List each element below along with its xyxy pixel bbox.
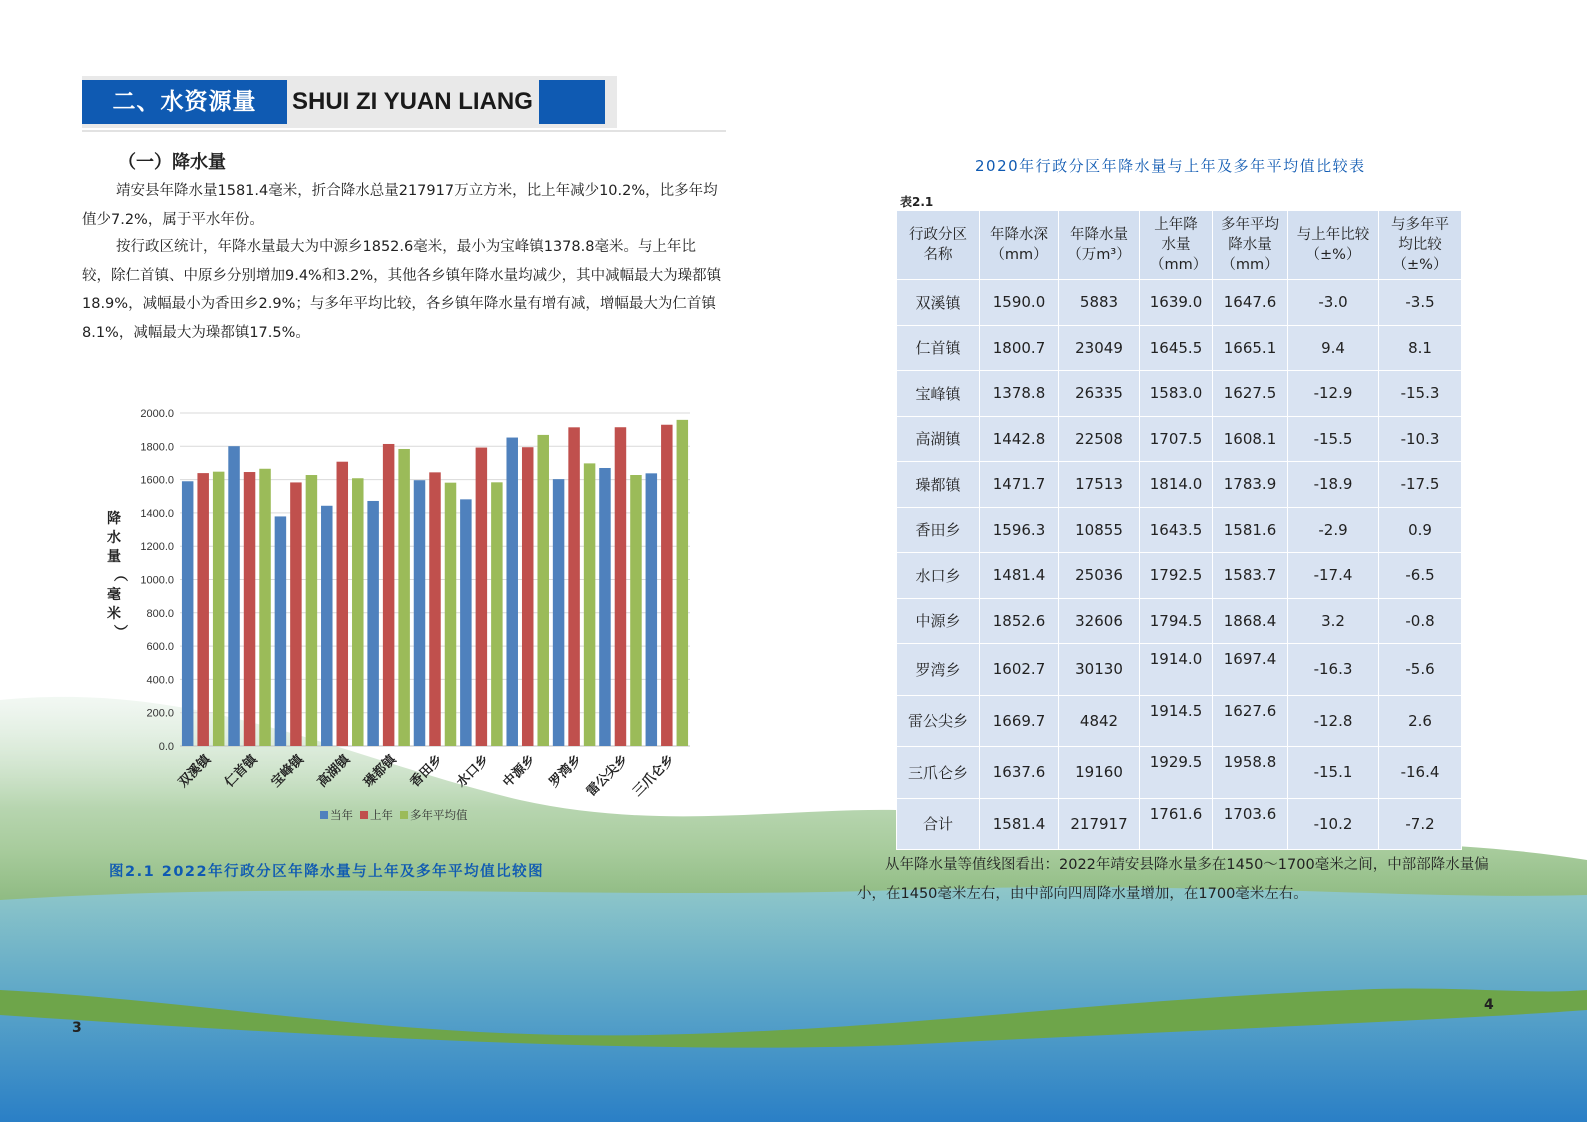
table-cell: 1929.5 xyxy=(1140,747,1213,799)
y-tick-label: 1400.0 xyxy=(140,507,174,520)
table-row xyxy=(897,371,1462,417)
table-cell: -16.4 xyxy=(1379,747,1462,799)
table-cell: 22508 xyxy=(1059,416,1140,462)
table-cell: -3.5 xyxy=(1379,280,1462,326)
table-row xyxy=(897,325,1462,371)
table-cell: -10.2 xyxy=(1288,798,1379,850)
table-cell: 8.1 xyxy=(1379,325,1462,371)
table-cell: -2.9 xyxy=(1288,507,1379,553)
legend-swatch xyxy=(320,811,328,819)
table-cell: 1602.7 xyxy=(980,644,1059,696)
table-row xyxy=(897,695,1462,747)
bar-last-year xyxy=(197,473,209,746)
table-cell: 1639.0 xyxy=(1140,280,1213,326)
table-cell: 23049 xyxy=(1059,325,1140,371)
table-cell: 香田乡 xyxy=(897,507,980,553)
paragraph-district-stats: 按行政区统计，年降水量最大为中源乡1852.6毫米，最小为宝峰镇1378.8毫米。与上年比较，除仁首镇、中原乡分别增加9.4%和3.2%，其他各乡镇年降水量均减少，其中减幅最大为璪都镇18.9%，减幅最小为香田乡2.9%；与多年平均比较，各乡镇年降水量有增有减，增幅最大为仁首镇8.1%，减幅最大为璪都镇17.5%。 xyxy=(82,239,722,341)
table-cell: 1852.6 xyxy=(980,598,1059,644)
col-header-vs-average: 与多年平均比较（±%） xyxy=(1379,211,1462,280)
table-cell: 1665.1 xyxy=(1213,325,1288,371)
x-category-label: 雷公尖乡 xyxy=(583,752,632,800)
chart-caption: 图2.1 2022年行政分区年降水量与上年及多年平均值比较图 xyxy=(109,864,545,880)
bar-current xyxy=(367,501,379,746)
table-cell: 1958.8 xyxy=(1213,747,1288,799)
col-header-multi-year: 多年平均降水量（mm） xyxy=(1213,211,1288,280)
table-cell: 19160 xyxy=(1059,747,1140,799)
bar-current xyxy=(460,499,472,746)
table-cell: 4842 xyxy=(1059,695,1140,747)
bar-average xyxy=(352,478,364,746)
table-cell: -6.5 xyxy=(1379,553,1462,599)
precipitation-table xyxy=(896,210,1462,850)
table-number: 表2.1 xyxy=(900,195,934,209)
table-cell: 三爪仑乡 xyxy=(897,747,980,799)
table-cell: -7.2 xyxy=(1379,798,1462,850)
table-title: 2020年行政分区年降水量与上年及多年平均值比较表 xyxy=(975,157,1366,175)
table-cell: 30130 xyxy=(1059,644,1140,696)
bar-average xyxy=(259,469,271,746)
bar-average xyxy=(677,420,689,746)
bar-average xyxy=(537,435,549,746)
table-cell: -3.0 xyxy=(1288,280,1379,326)
y-tick-label: 1600.0 xyxy=(140,474,174,487)
banner-title-cn: 二、水资源量 xyxy=(82,80,287,124)
bar-current xyxy=(553,479,565,746)
table-row xyxy=(897,747,1462,799)
bar-last-year xyxy=(476,448,488,746)
bar-average xyxy=(398,449,410,746)
table-cell: 高湖镇 xyxy=(897,416,980,462)
page-number-left: 3 xyxy=(72,1020,82,1036)
bar-current xyxy=(646,473,658,746)
bar-average xyxy=(584,463,596,746)
table-cell: -12.9 xyxy=(1288,371,1379,417)
table-cell: 1914.0 xyxy=(1140,644,1213,696)
table-row xyxy=(897,553,1462,599)
x-category-label: 双溪镇 xyxy=(175,752,215,791)
table-cell: 雷公尖乡 xyxy=(897,695,980,747)
table-cell: -10.3 xyxy=(1379,416,1462,462)
col-header-last-year: 上年降水量（mm） xyxy=(1140,211,1213,280)
table-cell: 9.4 xyxy=(1288,325,1379,371)
y-tick-label: 2000.0 xyxy=(140,408,174,420)
bar-current xyxy=(275,516,287,746)
table-row xyxy=(897,280,1462,326)
table-row xyxy=(897,462,1462,508)
table-cell: -0.8 xyxy=(1379,598,1462,644)
legend-label: 上年 xyxy=(370,808,393,822)
section-title: （一）降水量 xyxy=(118,152,226,173)
bottom-paragraph: 从年降水量等值线图看出：2022年靖安县降水量多在1450～1700毫米之间，中部部降水量偏小，在1450毫米左右，由中部向四周降水量增加，在1700毫米左右。 xyxy=(857,857,1489,902)
table-row xyxy=(897,598,1462,644)
paragraph-summary: 靖安县年降水量1581.4毫米，折合降水总量217917万立方米，比上年减少10.2%，比多年均值少7.2%，属于平水年份。 xyxy=(82,183,718,228)
y-tick-label: 1800.0 xyxy=(140,441,174,454)
table-cell: 1442.8 xyxy=(980,416,1059,462)
y-tick-label: 800.0 xyxy=(146,607,174,620)
table-row xyxy=(897,416,1462,462)
banner-divider xyxy=(82,130,726,132)
y-axis-label: 降水量︵毫米︶ xyxy=(107,511,128,641)
bar-average xyxy=(445,483,457,746)
table-cell: 17513 xyxy=(1059,462,1140,508)
x-category-label: 仁首镇 xyxy=(222,752,261,791)
table-cell: 1707.5 xyxy=(1140,416,1213,462)
precipitation-bar-chart xyxy=(100,398,720,838)
col-header-depth: 年降水深（mm） xyxy=(980,211,1059,280)
bar-current xyxy=(506,438,518,746)
table-total-row xyxy=(897,798,1462,850)
bar-current xyxy=(182,481,194,746)
y-tick-label: 1000.0 xyxy=(140,574,174,587)
bar-current xyxy=(414,480,426,746)
table-cell: -15.5 xyxy=(1288,416,1379,462)
bar-current xyxy=(599,468,611,746)
table-cell: 1868.4 xyxy=(1213,598,1288,644)
bar-last-year xyxy=(383,444,395,746)
table-cell: 合计 xyxy=(897,798,980,850)
table-row xyxy=(897,507,1462,553)
bar-last-year xyxy=(337,462,349,746)
table-cell: 1669.7 xyxy=(980,695,1059,747)
x-category-label: 中源乡 xyxy=(500,752,539,791)
table-cell: 仁首镇 xyxy=(897,325,980,371)
table-cell: 3.2 xyxy=(1288,598,1379,644)
table-cell: 1596.3 xyxy=(980,507,1059,553)
table-cell: 217917 xyxy=(1059,798,1140,850)
table-cell: 中源乡 xyxy=(897,598,980,644)
table-cell: 1481.4 xyxy=(980,553,1059,599)
table-cell: 5883 xyxy=(1059,280,1140,326)
x-category-label: 高湖镇 xyxy=(314,752,354,791)
bar-last-year xyxy=(661,425,673,746)
table-cell: 10855 xyxy=(1059,507,1140,553)
table-cell: 0.9 xyxy=(1379,507,1462,553)
page-number-right: 4 xyxy=(1484,997,1494,1013)
col-header-vs-last-year: 与上年比较（±%） xyxy=(1288,211,1379,280)
table-cell: 1794.5 xyxy=(1140,598,1213,644)
table-cell: 1703.6 xyxy=(1213,798,1288,850)
x-category-label: 宝峰镇 xyxy=(268,752,307,791)
bar-last-year xyxy=(290,482,302,746)
table-cell: 宝峰镇 xyxy=(897,371,980,417)
y-tick-label: 600.0 xyxy=(146,641,174,654)
table-cell: 双溪镇 xyxy=(897,280,980,326)
y-tick-label: 0.0 xyxy=(158,741,174,753)
bar-last-year xyxy=(244,472,256,746)
table-row xyxy=(897,644,1462,696)
table-cell: 1378.8 xyxy=(980,371,1059,417)
table-cell: 1471.7 xyxy=(980,462,1059,508)
table-cell: 1581.6 xyxy=(1213,507,1288,553)
table-cell: 罗湾乡 xyxy=(897,644,980,696)
table-cell: -15.3 xyxy=(1379,371,1462,417)
y-tick-label: 400.0 xyxy=(146,674,174,687)
table-cell: 1627.5 xyxy=(1213,371,1288,417)
bar-average xyxy=(630,475,642,746)
bar-last-year xyxy=(615,427,627,746)
bar-current xyxy=(321,506,333,746)
table-cell: 水口乡 xyxy=(897,553,980,599)
x-category-label: 水口乡 xyxy=(453,752,493,791)
table-cell: -18.9 xyxy=(1288,462,1379,508)
table-header-row xyxy=(897,211,1462,280)
col-header-volume: 年降水量（万m³） xyxy=(1059,211,1140,280)
table-cell: 32606 xyxy=(1059,598,1140,644)
table-cell: 1783.9 xyxy=(1213,462,1288,508)
table-cell: 1637.6 xyxy=(980,747,1059,799)
table-cell: -12.8 xyxy=(1288,695,1379,747)
table-cell: 1914.5 xyxy=(1140,695,1213,747)
table-cell: 2.6 xyxy=(1379,695,1462,747)
banner-title-en: SHUI ZI YUAN LIANG xyxy=(292,88,533,115)
table-cell: 1583.7 xyxy=(1213,553,1288,599)
bar-average xyxy=(306,475,318,746)
bar-last-year xyxy=(429,472,441,746)
banner-accent-block xyxy=(539,80,605,124)
table-cell: 1590.0 xyxy=(980,280,1059,326)
table-cell: 1814.0 xyxy=(1140,462,1213,508)
y-tick-label: 1200.0 xyxy=(140,541,174,554)
legend-swatch xyxy=(400,811,408,819)
table-cell: 1647.6 xyxy=(1213,280,1288,326)
table-cell: 1761.6 xyxy=(1140,798,1213,850)
table-cell: 1583.0 xyxy=(1140,371,1213,417)
table-cell: 1643.5 xyxy=(1140,507,1213,553)
table-cell: 1792.5 xyxy=(1140,553,1213,599)
table-cell: -17.4 xyxy=(1288,553,1379,599)
col-header-district: 行政分区名称 xyxy=(897,211,980,280)
section-banner xyxy=(82,76,617,128)
table-cell: -15.1 xyxy=(1288,747,1379,799)
x-category-label: 三爪仑乡 xyxy=(630,752,678,800)
legend-label: 当年 xyxy=(330,808,353,822)
table-cell: -17.5 xyxy=(1379,462,1462,508)
table-cell: 1581.4 xyxy=(980,798,1059,850)
table-cell: 1608.1 xyxy=(1213,416,1288,462)
table-cell: 璪都镇 xyxy=(897,462,980,508)
table-cell: 1645.5 xyxy=(1140,325,1213,371)
y-tick-label: 200.0 xyxy=(146,707,174,720)
table-cell: 25036 xyxy=(1059,553,1140,599)
x-category-label: 香田乡 xyxy=(407,752,446,791)
table-cell: 1627.6 xyxy=(1213,695,1288,747)
table-cell: -5.6 xyxy=(1379,644,1462,696)
x-category-label: 璪都镇 xyxy=(361,752,400,791)
table-cell: 1697.4 xyxy=(1213,644,1288,696)
legend-label: 多年平均值 xyxy=(410,808,468,822)
bar-average xyxy=(213,472,225,746)
table-cell: 26335 xyxy=(1059,371,1140,417)
table-cell: 1800.7 xyxy=(980,325,1059,371)
legend-swatch xyxy=(360,811,368,819)
bar-average xyxy=(491,482,503,746)
table-cell: -16.3 xyxy=(1288,644,1379,696)
bar-last-year xyxy=(568,427,580,746)
x-category-label: 罗湾乡 xyxy=(546,752,585,791)
bar-current xyxy=(228,446,240,746)
bar-last-year xyxy=(522,447,534,746)
